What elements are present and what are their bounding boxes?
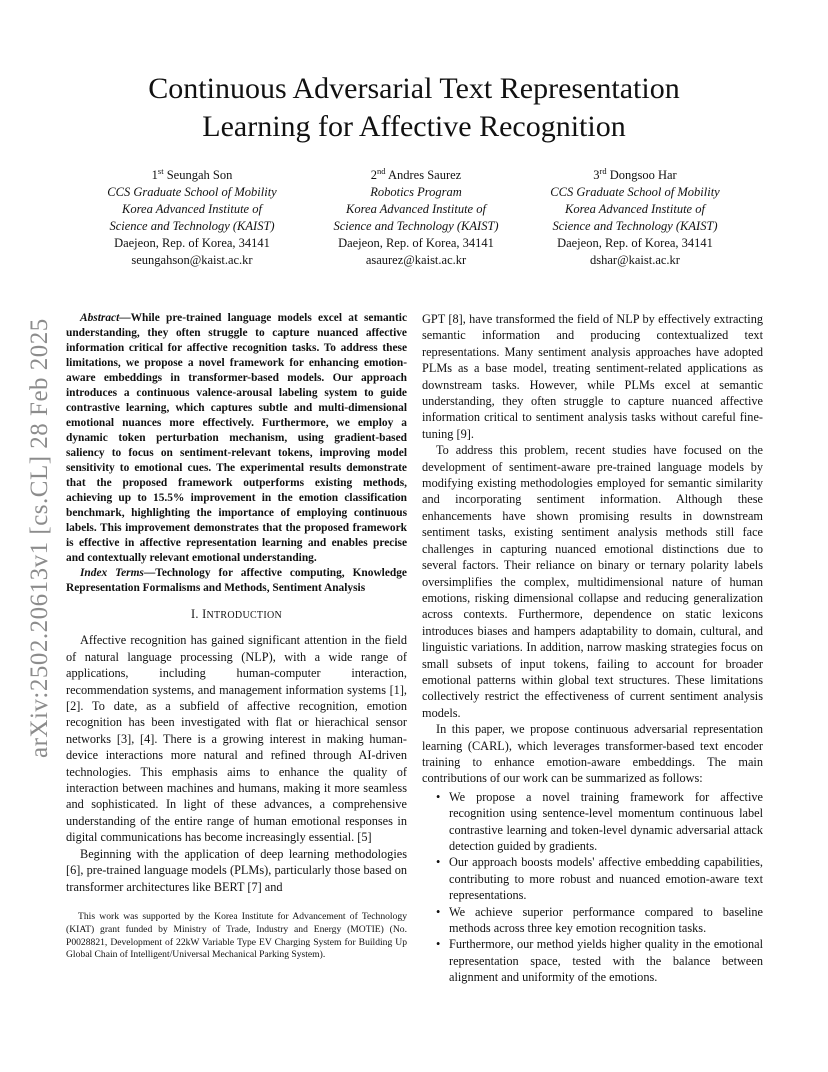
author-affiliation: CCS Graduate School of Mobility xyxy=(550,185,720,200)
paper-title xyxy=(60,70,768,146)
author-name: 1st Seungah Son xyxy=(151,166,233,183)
author-address: Daejeon, Rep. of Korea, 34141 xyxy=(338,236,494,251)
index-terms-label: Index Terms xyxy=(80,567,144,579)
author-block-2 xyxy=(306,163,526,269)
bullet-icon: • xyxy=(436,937,441,952)
index-terms-text: —Technology for affective computing, Knowledge Representation Formalisms and Methods, Sentiment Analysis xyxy=(66,567,407,594)
paragraph: Beginning with the application of deep learning methodologies [6], pre-trained language models (PLMs), particularly those based on transformer architectures like BERT [7] and xyxy=(66,846,407,894)
bullet-icon: • xyxy=(436,904,441,919)
author-affiliation: Korea Advanced Institute of xyxy=(565,202,705,217)
list-item: • We propose a novel training framework for affective recognition using sentence-level momentum continuous label contrastive learning and token-level dynamic adversarial attack detection guided by gradients. xyxy=(436,789,763,853)
abstract-text: —While pre-trained language models excel at semantic understanding, they often struggle to capture nuanced affective information critical for affective recognition tasks. To address these limitations, we propose a novel framework for enhancing emotion-aware embeddings in transformer-based models. Our approach introduces a continuous valence-arousal labeling system to guide contrastive learning, which captures subtle and multi-dimensional emotional nuances more effectively. Furthermore, we employ a dynamic token perturbation mechanism, using gradient-based saliency to focus on sentiment-relevant tokens, improving model sensitivity to emotional cues. The experimental results demonstrate that the proposed framework outperforms existing methods, achieving up to 15.5% improvement in the emotion classification benchmark, highlighting the importance of employing continuous labels. This improvement demonstrates that the proposed framework is effective in affective representation learning and enables precise and contextually relevant emotional understanding. xyxy=(66,312,407,564)
footnote xyxy=(66,911,407,962)
author-affiliation: Korea Advanced Institute of xyxy=(346,202,486,217)
author-affiliation: Korea Advanced Institute of xyxy=(122,202,262,217)
abstract xyxy=(66,311,407,566)
right-column xyxy=(422,311,763,986)
paragraph: In this paper, we propose continuous adversarial representation learning (CARL), which leverages transformer-based text encoder training to enhance emotion-aware embeddings. The main contributions of our work can be summarized as follows: xyxy=(422,722,763,786)
author-email: dshar@kaist.ac.kr xyxy=(590,253,680,268)
author-block-1 xyxy=(82,163,302,269)
index-terms xyxy=(66,566,407,596)
author-block-3 xyxy=(525,163,745,269)
left-column xyxy=(66,311,407,895)
abstract-label: Abstract xyxy=(80,312,120,324)
bullet-icon: • xyxy=(436,789,441,804)
author-affiliation: Science and Technology (KAIST) xyxy=(552,219,718,234)
author-affiliation: Science and Technology (KAIST) xyxy=(109,219,275,234)
paragraph: GPT [8], have transformed the field of NLP by effectively extracting semantic information and producing contextualized text representations. Many sentiment analysis approaches have adopted PLMs as a base model, treating sentiment-related applications as downstream tasks. However, while PLMs excel at semantic understanding, they often struggle to capture nuanced affective information critical to sentiment analysis tasks without careful fine-tuning [9]. xyxy=(422,312,763,441)
arxiv-stamp-text: arXiv:2502.20613v1 [cs.CL] 28 Feb 2025 xyxy=(26,318,53,758)
title-line-2: Learning for Affective Recognition xyxy=(202,110,626,143)
author-affiliation: Science and Technology (KAIST) xyxy=(333,219,499,234)
list-item: • Our approach boosts models' affective embedding capabilities, contributing to more robust and nuanced emotion-aware text representations. xyxy=(436,855,763,903)
list-item: • Furthermore, our method yields higher quality in the emotional representation space, tested with the balance between alignment and uniformity of the emotions. xyxy=(436,937,763,985)
author-email: asaurez@kaist.ac.kr xyxy=(365,253,467,268)
author-address: Daejeon, Rep. of Korea, 34141 xyxy=(114,236,270,251)
author-name: 3rd Dongsoo Har xyxy=(593,166,677,183)
bullet-icon: • xyxy=(436,855,441,870)
title-line-1: Continuous Adversarial Text Representation xyxy=(148,72,680,105)
footnote-text: This work was supported by the Korea Institute for Advancement of Technology (KIAT) grant funded by Ministry of Trade, Industry and Energy (MOTIE) (No. P0028821, Development of 22kW Variable Type EV Charging System for Building Up Global Chain of Intelligent/Universal Mechanical Parking System). xyxy=(66,911,407,961)
author-affiliation: CCS Graduate School of Mobility xyxy=(107,185,277,200)
paragraph: Affective recognition has gained significant attention in the field of natural language processing (NLP), with a wide range of applications, including human-computer interaction, recommendation systems, and management information systems [1], [2]. To date, as a subfield of affective recognition, emotion recognition has been investigated with flat or hierachical sensor networks [3], [4]. There is a growing interest in making human-device interactions more natural and refined through AI-driven technologies. This emphasis aims to enhance the quality of interaction between machines and humans, making it more seamless and sophisticated. In light of these advances, a comprehensive understanding of the entire range of human emotional responses in digital communications has become increasingly essential. [5] xyxy=(66,633,407,845)
author-name: 2nd Andres Saurez xyxy=(370,166,462,183)
arxiv-stamp xyxy=(22,288,53,758)
paragraph: To address this problem, recent studies have focused on the development of sentiment-aware pre-trained language models by modifying existing methodologies employed for semantic similarity and incorporating sentiment information. Although these enhancements have shown promising results in downstream sentiment tasks, existing sentiment analysis methods still face challenges in capturing nuanced emotional distinctions due to several factors. Their reliance on binary or ternary polarity labels oversimplifies the complex, multidimensional nature of human emotions, risking dimensional collapse and reducing generalization across contexts. Furthermore, dependence on static lexicons introduces biases and hampers adaptability to domain, cultural, and linguistic variations. In addition, narrow masking strategies focus on small subsets of input tokens, failing to account for broader emotional patterns within global text structures. These limitations collectively restrict the effectiveness of current sentiment analysis models. xyxy=(422,443,763,720)
author-address: Daejeon, Rep. of Korea, 34141 xyxy=(557,236,713,251)
section-heading-introduction: I. INTRODUCTION xyxy=(190,607,283,621)
contributions-list xyxy=(422,789,763,986)
author-affiliation: Robotics Program xyxy=(370,185,462,200)
list-item: • We achieve superior performance compared to baseline methods across three key emotion recognition tasks. xyxy=(436,904,763,936)
author-email: seungahson@kaist.ac.kr xyxy=(131,253,253,268)
